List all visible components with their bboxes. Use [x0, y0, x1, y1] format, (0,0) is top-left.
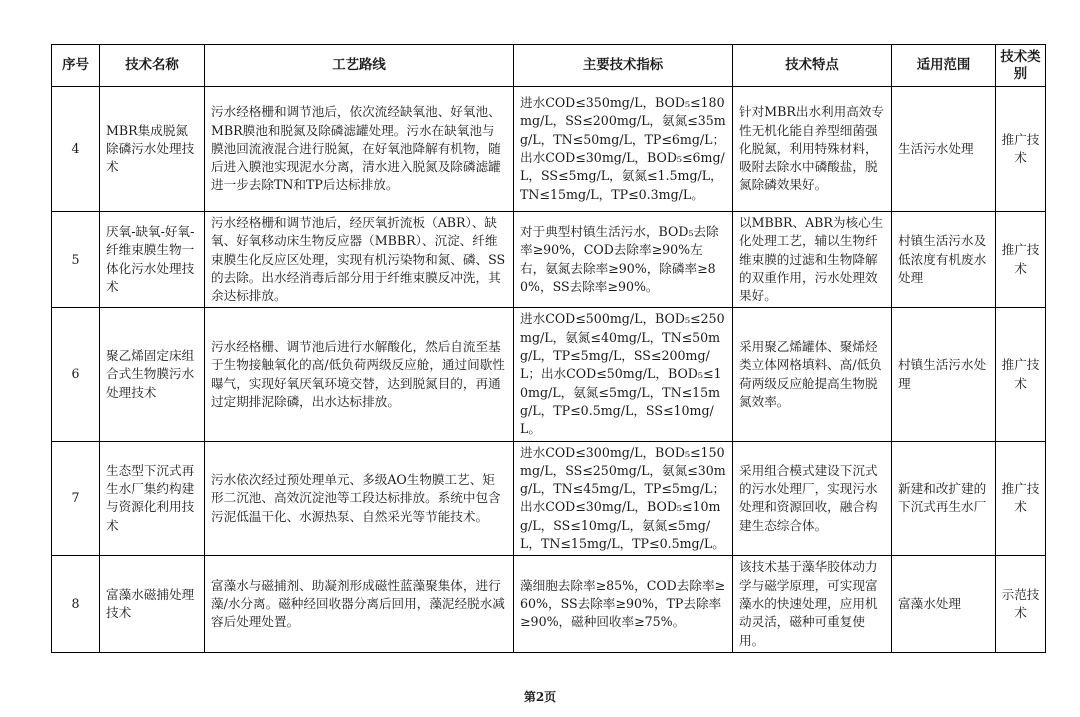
- page-number: 第2页: [523, 690, 557, 704]
- row-route: 污水经格栅和调节池后，依次流经缺氧池、好氧池、MBR膜池和脱氮及除磷滤罐处理。污水在缺氧池与膜池回流液混合进行脱氮，在好氧池降解有机物，随后进入膜池实现泥水分离，清水进入脱氮及除磷滤罐进一步去除TN和TP后达标排放。: [205, 87, 514, 212]
- row-name: 聚乙烯固定床组合式生物膜污水处理技术: [100, 308, 205, 441]
- row-category: 推广技术: [996, 87, 1046, 212]
- row-features: 采用组合模式建设下沉式的污水处理厂，实现污水处理和资源回收，融合构建生态综合体。: [733, 441, 892, 556]
- header-features: 技术特点: [733, 45, 892, 87]
- row-scope: 村镇生活污水处理: [892, 308, 996, 441]
- row-name: 厌氧-缺氧-好氧-纤维束膜生物一体化污水处理技术: [100, 212, 205, 308]
- row-scope: 新建和改扩建的下沉式再生水厂: [892, 441, 996, 556]
- row-indicators: 进水COD≤300mg/L，BOD₅≤150mg/L，SS≤250mg/L，氨氮≤30mg/L，TN≤45mg/L，TP≤5mg/L；出水COD≤30mg/L，BOD₅≤10mg/L，SS≤10mg/L，氨氮≤5mg/L，TN≤15mg/L，TP≤0.5mg/L。: [514, 441, 733, 556]
- row-no: 4: [52, 87, 100, 212]
- row-route: 污水经格栅、调节池后进行水解酸化，然后自流至基于生物接触氧化的高/低负荷两级反应舱，通过间歇性曝气，实现好氧厌氧环境交替，达到脱氮目的，再通过定期排泥除磷，出水达标排放。: [205, 308, 514, 441]
- table-row: [52, 441, 1046, 556]
- row-features: 采用聚乙烯罐体、聚烯烃类立体网格填料、高/低负荷两级反应舱提高生物脱氮效率。: [733, 308, 892, 441]
- row-scope: 生活污水处理: [892, 87, 996, 212]
- row-route: 污水依次经过预处理单元、多级AO生物膜工艺、矩形二沉池、高效沉淀池等工段达标排放。系统中包含污泥低温干化、水源热泵、自然采光等节能技术。: [205, 441, 514, 556]
- row-no: 6: [52, 308, 100, 441]
- row-indicators: 对于典型村镇生活污水，BOD₅去除率≥90%，COD去除率≥90%左右，氨氮去除率≥90%，除磷率≥80%，SS去除率≥90%。: [514, 212, 733, 308]
- row-scope: 富藻水处理: [892, 556, 996, 652]
- table-row: [52, 308, 1046, 441]
- header-route: 工艺路线: [205, 45, 514, 87]
- row-indicators: 进水COD≤350mg/L，BOD₅≤180mg/L，SS≤200mg/L，氨氮≤35mg/L，TN≤50mg/L，TP≤6mg/L；出水COD≤30mg/L，BOD₅≤6mg/L，SS≤5mg/L，氨氮≤1.5mg/L，TN≤15mg/L，TP≤0.3mg/L。: [514, 87, 733, 212]
- row-indicators: 进水COD≤500mg/L，BOD₅≤250mg/L，氨氮≤40mg/L，TN≤50mg/L，TP≤5mg/L，SS≤200mg/L；出水COD≤50mg/L，BOD₅≤10mg/L，氨氮≤5mg/L，TN≤15mg/L，TP≤0.5mg/L，SS≤10mg/L。: [514, 308, 733, 441]
- row-route: 污水经格栅和调节池后，经厌氧折流板（ABR）、缺氧、好氧移动床生物反应器（MBBR）、沉淀、纤维束膜生化反应区处理，实现有机污染物和氮、磷、SS的去除。出水经消毒后部分用于纤维束膜反冲洗，其余达标排放。: [205, 212, 514, 308]
- header-category: 技术类别: [996, 45, 1046, 87]
- row-name: 富藻水磁捕处理技术: [100, 556, 205, 652]
- header-indicators: 主要技术指标: [514, 45, 733, 87]
- row-scope: 村镇生活污水及低浓度有机废水处理: [892, 212, 996, 308]
- row-no: 5: [52, 212, 100, 308]
- row-features: 针对MBR出水利用高效专性无机化能自养型细菌强化脱氮，利用特殊材料，吸附去除水中磷酸盐，脱氮除磷效果好。: [733, 87, 892, 212]
- header-no: 序号: [52, 45, 100, 87]
- row-no: 7: [52, 441, 100, 556]
- row-route: 富藻水与磁捕剂、助凝剂形成磁性蓝藻聚集体，进行藻/水分离。磁种经回收器分离后回用，藻泥经脱水减容后处理处置。: [205, 556, 514, 652]
- row-category: 推广技术: [996, 212, 1046, 308]
- table-row: [52, 556, 1046, 652]
- row-name: MBR集成脱氮除磷污水处理技术: [100, 87, 205, 212]
- table-row: [52, 212, 1046, 308]
- table-header-row: [52, 45, 1046, 87]
- header-scope: 适用范围: [892, 45, 996, 87]
- row-category: 推广技术: [996, 441, 1046, 556]
- row-category: 推广技术: [996, 308, 1046, 441]
- row-name: 生态型下沉式再生水厂集约构建与资源化利用技术: [100, 441, 205, 556]
- technology-table: [51, 44, 1046, 653]
- row-no: 8: [52, 556, 100, 652]
- row-category: 示范技术: [996, 556, 1046, 652]
- table-row: [52, 87, 1046, 212]
- row-features: 以MBBR、ABR为核心生化处理工艺，辅以生物纤维束膜的过滤和生物降解的双重作用，污水处理效果好。: [733, 212, 892, 308]
- header-name: 技术名称: [100, 45, 205, 87]
- row-features: 该技术基于藻华胶体动力学与磁学原理，可实现富藻水的快速处理，应用机动灵活，磁种可重复使用。: [733, 556, 892, 652]
- row-indicators: 藻细胞去除率≥85%，COD去除率≥60%，SS去除率≥90%，TP去除率≥90%，磁种回收率≥75%。: [514, 556, 733, 652]
